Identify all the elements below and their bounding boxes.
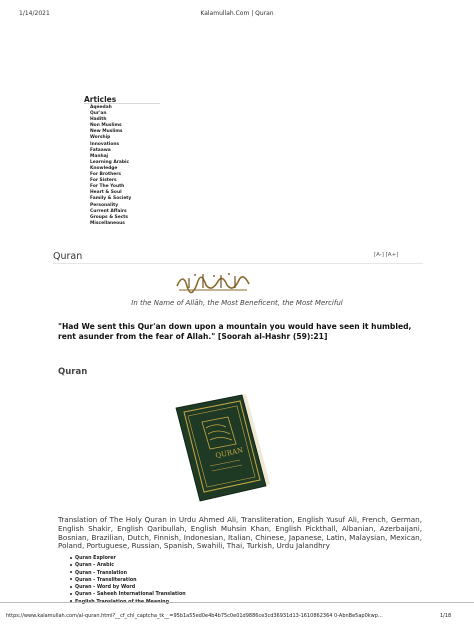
articles-heading: Articles: [84, 95, 117, 104]
bullet-icon: [70, 557, 72, 559]
quran-link[interactable]: [70, 570, 186, 577]
article-link[interactable]: For The Youth: [90, 184, 125, 190]
bismillah-caption: In the Name of Allāh, the Most Beneficent, the Most Merciful: [131, 299, 343, 307]
article-link[interactable]: Knowledge: [90, 165, 118, 171]
page-title: Quran: [53, 251, 83, 262]
quran-link-label: Quran - Transliteration: [75, 577, 137, 583]
font-size-control[interactable]: [A-] [A+]: [374, 252, 399, 258]
quran-link-label: English Translation of the Meaning: [75, 599, 170, 605]
article-link[interactable]: Personality: [90, 202, 119, 208]
article-link[interactable]: Hadith: [90, 117, 107, 123]
quran-subheading: Quran: [58, 367, 88, 377]
bullet-icon: [70, 564, 72, 566]
bullet-icon: [70, 593, 72, 595]
featured-quote: "Had We sent this Qur'an down upon a mountain you would have seen it humbled, rent asunder from the fear of Allah." [Soorah al-Hashr (59):21]: [58, 322, 412, 341]
article-link[interactable]: Manhaj: [90, 153, 109, 159]
quran-link[interactable]: [70, 591, 186, 598]
quran-link-label: Quran - Translation: [75, 570, 127, 576]
article-link[interactable]: New Muslims: [90, 129, 123, 135]
print-url: https://www.kalamullah.com/al-quran.html?__cf_chl_captcha_tk__=95b1a55ed0e4b4b75c0e01d9886ce3cd36931d13-1610862364 0-AbnBe5ap0kwp...: [6, 613, 383, 619]
bullet-icon: [70, 578, 72, 580]
quran-link[interactable]: [70, 555, 186, 562]
article-link[interactable]: Aqeedah: [90, 105, 112, 110]
article-link[interactable]: Innovations: [90, 141, 120, 147]
print-page-title: Kalamullah.Com | Quran: [200, 10, 274, 17]
article-link[interactable]: Family & Society: [90, 196, 132, 202]
quran-link[interactable]: [70, 577, 186, 584]
quran-link-label: Quran - Arabic: [75, 563, 115, 569]
article-link[interactable]: Non Muslims: [90, 123, 122, 129]
article-link[interactable]: Learning Arabic: [90, 159, 130, 165]
book-cover-title: QURAN: [214, 446, 244, 460]
article-link[interactable]: Groups & Sects: [90, 214, 129, 220]
article-link[interactable]: Current Affairs: [90, 208, 127, 214]
quran-link-label: Quran - Saheeh International Translation: [75, 592, 186, 598]
bismillah-calligraphy: [173, 266, 253, 296]
article-link[interactable]: For Brothers: [90, 172, 122, 178]
quran-book-image: [170, 392, 274, 502]
quran-links-list: [70, 555, 186, 606]
article-link[interactable]: Worship: [90, 135, 111, 141]
quran-link-label: Quran Explorer: [75, 556, 116, 561]
article-link[interactable]: Qur'an: [90, 111, 107, 117]
bullet-icon: [70, 586, 72, 588]
article-link[interactable]: Heart & Soul: [90, 190, 122, 196]
articles-list: [90, 105, 131, 227]
article-link[interactable]: For Sisters: [90, 178, 117, 184]
article-link[interactable]: Miscellaneous: [90, 220, 125, 226]
title-divider: [53, 263, 423, 264]
translation-description: Translation of The Holy Quran in Urdu Ahmed Ali, Transliteration, English Yusuf Ali, French, German, English Shakir, English Qaribullah, English Muhsin Khan, English Pickthall, Albanian, Azerbaijani, Bosnian, Brazilian, Dutch, Finnish, Indonesian, Italian, Chinese, Japanese, Latin, Malaysian, Mexican, Poland, Portuguese, Russian, Spanish, Swahili, Thai, Turkish, Urdu Jalandhry: [58, 515, 422, 551]
article-link[interactable]: Fataawa: [90, 147, 111, 153]
print-page-number: 1/18: [440, 613, 452, 619]
articles-divider: [84, 103, 160, 104]
print-date: 1/14/2021: [19, 10, 50, 17]
quran-link[interactable]: [70, 584, 186, 591]
quran-link-label: Quran - Word by Word: [75, 585, 136, 591]
quran-link[interactable]: [70, 562, 186, 569]
bullet-icon: [70, 571, 72, 573]
